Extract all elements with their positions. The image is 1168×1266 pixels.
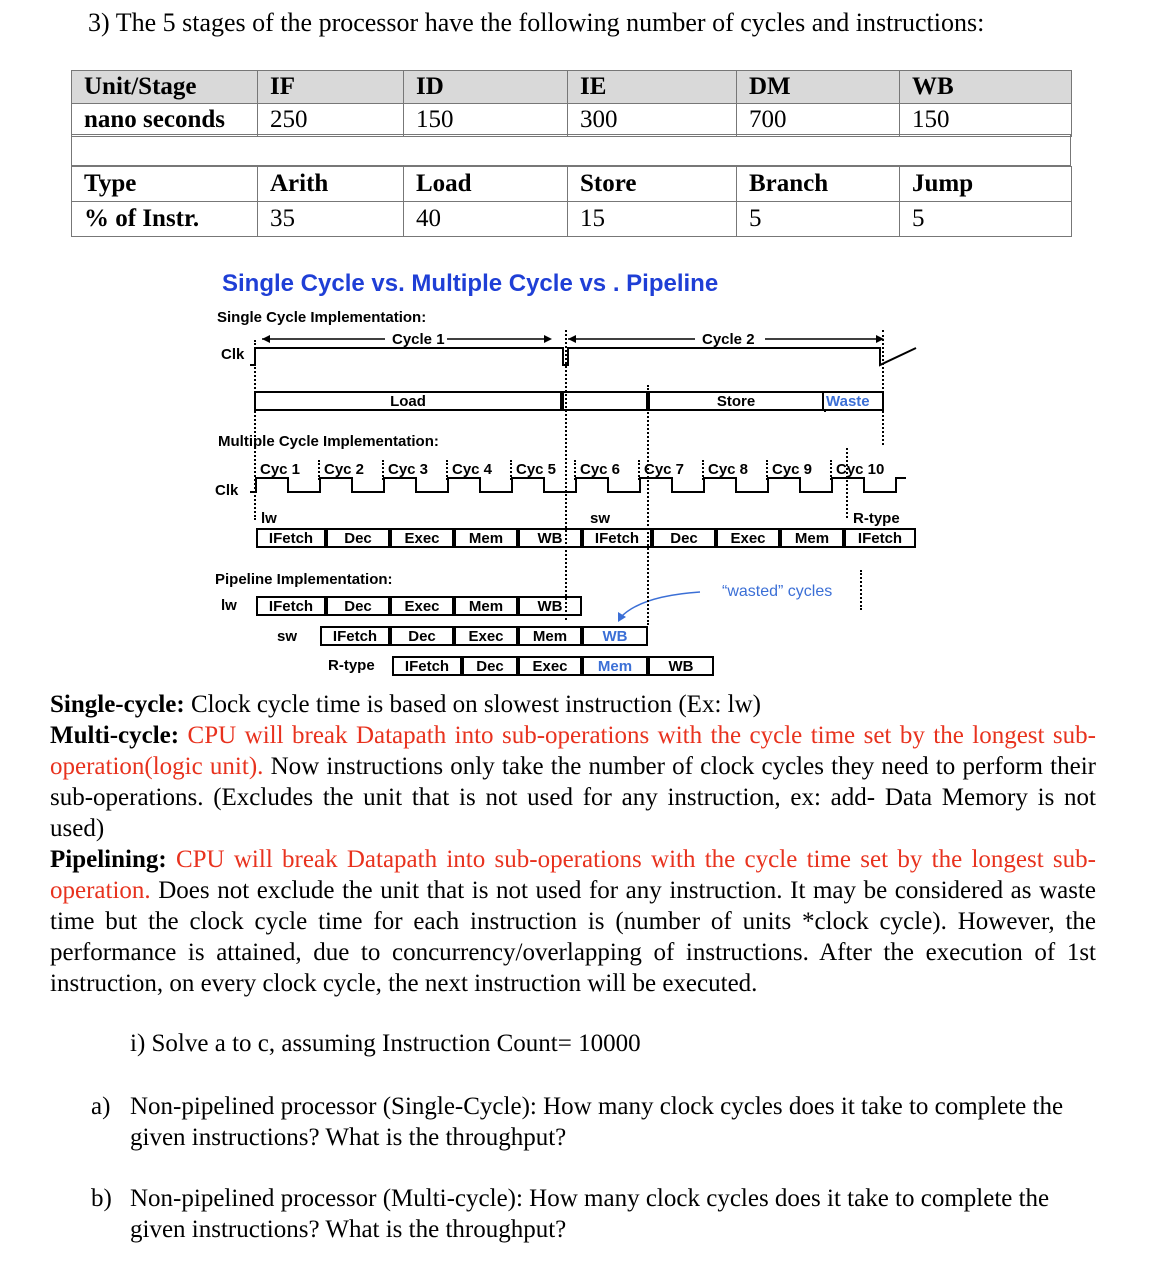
- row-label: nano seconds: [72, 104, 258, 137]
- cycle-divider: [638, 460, 640, 480]
- table-cell: 5: [737, 202, 900, 237]
- pipe-sw-label: sw: [277, 628, 298, 645]
- table-cell: 250: [258, 104, 404, 137]
- cycle-divider: [318, 460, 320, 480]
- cycle-label: Cyc 7: [644, 461, 685, 478]
- qa-label: a): [91, 1093, 111, 1120]
- cycle-label: Cyc 6: [580, 461, 621, 478]
- stage-box: IFetch: [320, 626, 390, 646]
- stage-box: IFetch: [256, 528, 326, 548]
- header-cell: Arith: [258, 167, 404, 202]
- pipelining-red: CPU will break Datapath into sub-operations with the cycle time set by the longest sub-operation.: [50, 846, 1096, 904]
- dotted-guide: [647, 385, 649, 625]
- dotted-guide: [882, 330, 884, 445]
- stage-box: Exec: [454, 626, 518, 646]
- multi-cycle-body: Now instructions only take the number of clock cycles they need to perform their sub-operations. (Excludes the unit that is not used for any instruction, ex: add- Data Memory is not used): [50, 753, 1096, 842]
- stage-box: Dec: [326, 528, 390, 548]
- row-label: % of Instr.: [72, 202, 258, 237]
- pipelining-label: Pipelining:: [50, 846, 167, 873]
- stage-box: IFetch: [392, 656, 462, 676]
- header-cell: WB: [900, 71, 1072, 104]
- table-cell: 40: [404, 202, 568, 237]
- cycle-divider: [830, 460, 832, 480]
- cycle-label: Cyc 1: [260, 461, 301, 478]
- multi-lw-label: lw: [261, 510, 277, 527]
- cycle-label: Cyc 2: [324, 461, 365, 478]
- cycle-label: Cyc 3: [388, 461, 429, 478]
- dotted-guide: [254, 340, 256, 520]
- stage-box: WB: [518, 596, 582, 616]
- pipelining-body: Does not exclude the unit that is not used for any instruction. It may be considered as waste time but the clock cycle time for each instruction is (number of units *clock cycle). However, the performance is attained, due to concurrency/overlapping of instructions. After the execution of 1st instruction, on every clock cycle, the next instruction will be executed.: [50, 877, 1096, 997]
- store-box: Store: [648, 391, 824, 411]
- table-cell: 15: [568, 202, 737, 237]
- stage-box: Exec: [390, 528, 454, 548]
- multi-clk-label: Clk: [215, 482, 239, 499]
- cycle-label: Cyc 9: [772, 461, 813, 478]
- stage-box: WB: [518, 528, 582, 548]
- pipe-rtype-label: R-type: [328, 657, 375, 674]
- stage-box: Mem: [780, 528, 844, 548]
- header-cell: Store: [568, 167, 737, 202]
- cycle-label: Cyc 4: [452, 461, 493, 478]
- multi-sw-label: sw: [590, 510, 611, 527]
- stage-box: Dec: [652, 528, 716, 548]
- stage-box: WB: [648, 656, 714, 676]
- cycle-divider: [510, 460, 512, 480]
- stage-box: Exec: [518, 656, 582, 676]
- cycle-label: Cyc 5: [516, 461, 557, 478]
- table-cell: 700: [737, 104, 900, 137]
- cycle-label: Cyc 8: [708, 461, 749, 478]
- qb-label: b): [91, 1185, 112, 1212]
- pipeline-heading: Pipeline Implementation:: [215, 571, 393, 588]
- question-a: Non-pipelined processor (Single-Cycle): How many clock cycles does it take to complete the given instructions? What is the throughput?: [130, 1093, 1064, 1151]
- header-cell: ID: [404, 71, 568, 104]
- dotted-guide: [860, 570, 862, 610]
- multi-cycle-heading: Multiple Cycle Implementation:: [218, 433, 439, 450]
- explanation-text: [50, 689, 1096, 999]
- table-cell: 300: [568, 104, 737, 137]
- stage-box: Dec: [390, 626, 454, 646]
- multi-rtype-label: R-type: [853, 510, 900, 527]
- cycle-label: Cyc 10: [836, 461, 885, 478]
- multi-cycle-label: Multi-cycle:: [50, 722, 180, 749]
- header-cell: Unit/Stage: [72, 71, 258, 104]
- header-cell: Branch: [737, 167, 900, 202]
- multi-cycle-red: CPU will break Datapath into sub-operations with the cycle time set by the longest sub-operation(logic unit).: [50, 722, 1096, 780]
- header-cell: IF: [258, 71, 404, 104]
- dotted-guide: [846, 448, 848, 518]
- table-cell: 35: [258, 202, 404, 237]
- stage-box: Exec: [716, 528, 780, 548]
- load-box: Load: [254, 391, 562, 411]
- stage-box: IFetch: [582, 528, 652, 548]
- stage-box: Mem: [518, 626, 582, 646]
- stage-box: Dec: [326, 596, 390, 616]
- single-cycle-body: Clock cycle time is based on slowest instruction (Ex: lw): [184, 691, 761, 718]
- header-cell: Jump: [900, 167, 1072, 202]
- question-b: Non-pipelined processor (Multi-cycle): How many clock cycles does it take to complete the given instructions? What is the throughput?: [130, 1185, 1050, 1243]
- stage-box: WB: [582, 626, 648, 646]
- wasted-cycles-label: “wasted” cycles: [722, 583, 833, 600]
- cycle-divider: [574, 460, 576, 480]
- stage-box: Mem: [582, 656, 648, 676]
- dotted-guide: [565, 330, 567, 620]
- cycle-divider: [702, 460, 704, 480]
- stage-box: Mem: [454, 528, 518, 548]
- figure-title: Single Cycle vs. Multiple Cycle vs . Pipeline: [222, 270, 719, 297]
- header-cell: Load: [404, 167, 568, 202]
- header-cell: DM: [737, 71, 900, 104]
- load-tail-box: [562, 391, 648, 411]
- table-cell: 150: [900, 104, 1072, 137]
- cycle2-label: Cycle 2: [702, 331, 755, 348]
- stage-box: IFetch: [256, 596, 326, 616]
- table-cell: 150: [404, 104, 568, 137]
- part-i: i) Solve a to c, assuming Instruction Count= 10000: [130, 1030, 641, 1057]
- waste-box: Waste: [824, 391, 884, 411]
- stage-box: Exec: [390, 596, 454, 616]
- cycle1-label: Cycle 1: [392, 331, 445, 348]
- cycle-divider: [382, 460, 384, 480]
- cycle-divider: [446, 460, 448, 480]
- single-cycle-label: Single-cycle:: [50, 691, 185, 718]
- table-cell: 5: [900, 202, 1072, 237]
- pipe-lw-label: lw: [221, 597, 237, 614]
- single-cycle-heading: Single Cycle Implementation:: [217, 309, 427, 326]
- cycle-divider: [766, 460, 768, 480]
- header-cell: IE: [568, 71, 737, 104]
- stage-box: Dec: [462, 656, 518, 676]
- stage-box: Mem: [454, 596, 518, 616]
- single-clk-label: Clk: [221, 346, 245, 363]
- question-title: 3) The 5 stages of the processor have the following number of cycles and instructions:: [88, 8, 985, 37]
- stage-box: IFetch: [844, 528, 916, 548]
- header-cell: Type: [72, 167, 258, 202]
